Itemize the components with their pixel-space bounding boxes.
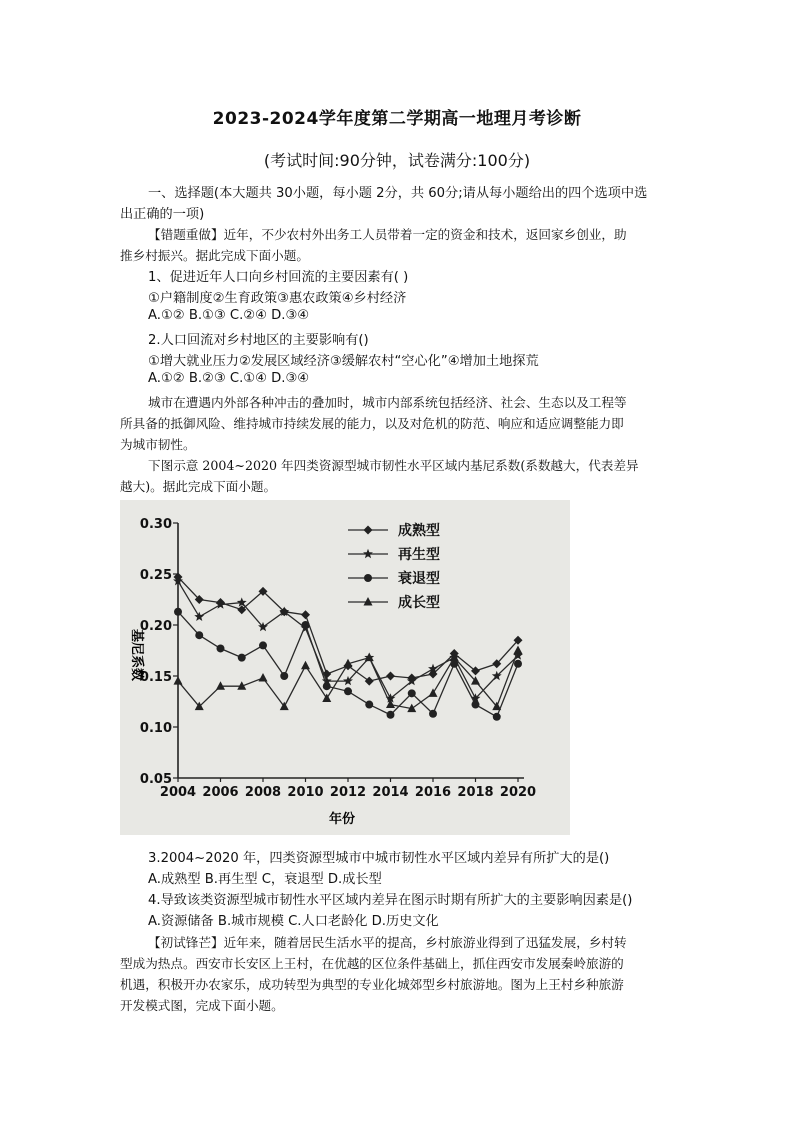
passage1-line2: 推乡村振兴。据此完成下面小题。	[120, 248, 309, 263]
x-tick-label: 2004	[159, 785, 197, 800]
series-point	[364, 597, 373, 606]
series-point	[365, 677, 374, 686]
q4-options: A.资源储备 B.城市规模 C.人口老龄化 D.历史文化	[148, 914, 439, 929]
series-point	[259, 641, 267, 649]
y-tick-label: 0.25	[139, 568, 172, 583]
y-tick-label: 0.20	[139, 619, 172, 634]
series-point	[174, 608, 182, 616]
series-point	[514, 646, 523, 655]
series-point	[364, 526, 373, 535]
passage4-line3: 机遇，积极开办农家乐，成功转型为典型的专业化城郊型乡村旅游地。图为上王村乡种旅游	[120, 977, 624, 992]
series-point	[195, 631, 203, 639]
series-point	[280, 672, 288, 680]
passage4-line2: 型成为热点。西安市长安区上王村，在优越的区位条件基础上，抓住西安市发展秦岭旅游的	[120, 956, 624, 971]
q1-stem: 1、促进近年人口向乡村回流的主要因素有( )	[148, 270, 409, 285]
x-tick-label: 2020	[499, 785, 537, 800]
series-point	[322, 693, 331, 702]
section-heading-line2: 出正确的一项)	[120, 207, 205, 222]
gini-chart-svg	[120, 500, 570, 835]
series-point	[174, 676, 183, 685]
exam-info: (考试时间:90分钟，试卷满分:100分)	[263, 151, 531, 170]
gini-chart	[120, 500, 570, 835]
passage4-line1: 【初试锋芒】近年来，随着居民生活水平的提高，乡村旅游业得到了迅猛发展，乡村转	[148, 935, 627, 950]
x-tick-label: 2018	[457, 785, 494, 800]
series-point	[323, 682, 331, 690]
series-point	[216, 599, 226, 608]
series-point	[429, 710, 437, 718]
chart-y-axis-label: 基尼系数	[129, 628, 144, 682]
series-star	[173, 576, 523, 703]
series-point	[429, 688, 438, 697]
y-tick-label: 0.15	[139, 670, 172, 685]
q2-stem: 2.人口回流对乡村地区的主要影响有()	[148, 333, 369, 348]
series-point	[386, 700, 395, 709]
series-point	[387, 711, 395, 719]
series-point	[238, 654, 246, 662]
legend-label: 成长型	[398, 595, 440, 611]
series-point	[365, 701, 373, 709]
q3-stem: 3.2004~2020 年，四类资源型城市中城市韧性水平区域内差异有所扩大的是()	[148, 851, 610, 866]
q2-items: ①增大就业压力②发展区域经济③缓解农村“空心化”④增加土地探荒	[148, 354, 539, 369]
series-point	[301, 661, 310, 670]
series-point	[386, 672, 395, 681]
legend-label: 成熟型	[398, 523, 440, 539]
q1-options: A.①② B.①③ C.②④ D.③④	[148, 308, 310, 323]
series-point	[514, 660, 522, 668]
series-point	[194, 612, 204, 621]
series-point	[472, 701, 480, 709]
series-point	[408, 689, 416, 697]
y-tick-label: 0.10	[139, 721, 172, 736]
x-tick-label: 2014	[372, 785, 409, 800]
x-tick-label: 2012	[329, 785, 367, 800]
chart-x-axis-label: 年份	[328, 812, 356, 827]
series-point	[301, 610, 310, 619]
page-title: 2023-2024学年度第二学期高一地理月考诊断	[212, 109, 582, 129]
passage2-line3: 为城市韧性。	[120, 437, 196, 452]
q1-items: ①户籍制度②生育政策③惠农政策④乡村经济	[148, 291, 407, 306]
series-point	[363, 549, 373, 558]
passage3-line2: 越大)。据此完成下面小题。	[120, 479, 277, 494]
y-tick-label: 0.30	[139, 517, 172, 532]
series-point	[364, 574, 372, 582]
x-tick-label: 2006	[202, 785, 239, 800]
q2-options: A.①② B.②③ C.①④ D.③④	[148, 371, 310, 386]
x-tick-label: 2016	[414, 785, 452, 800]
x-tick-label: 2008	[244, 785, 282, 800]
series-point	[259, 673, 268, 682]
legend-label: 衰退型	[398, 571, 440, 587]
series-point	[302, 621, 310, 629]
passage2-line1: 城市在遭遇内外部各种冲击的叠加时，城市内部系统包括经济、社会、生态以及工程等	[148, 395, 627, 410]
x-tick-label: 2010	[287, 785, 324, 800]
passage2-line2: 所具备的抵御风险、维持城市持续发展的能力，以及对危机的防范、响应和适应调整能力即	[120, 416, 624, 431]
q3-options: A.成熟型 B.再生型 C，衰退型 D.成长型	[148, 872, 382, 887]
passage4-line4: 开发模式图，完成下面小题。	[120, 998, 284, 1013]
series-point	[344, 687, 352, 695]
y-tick-label: 0.05	[139, 772, 172, 787]
series-point	[216, 681, 225, 690]
passage1-line1: 【错题重做】近年，不少农村外出务工人员带着一定的资金和技术，返回家乡创业，助	[148, 227, 627, 242]
passage3-line1: 下图示意 2004~2020 年四类资源型城市韧性水平区域内基尼系数(系数越大，代表差异	[148, 458, 639, 473]
series-point	[217, 644, 225, 652]
legend-label: 再生型	[398, 547, 440, 563]
series-point	[493, 713, 501, 721]
q4-stem: 4.导致该类资源型城市韧性水平区域内差异在图示时期有所扩大的主要影响因素是()	[148, 893, 633, 908]
section-heading-line1: 一、选择题(本大题共 30小题，每小题 2分，共 60分;请从每小题给出的四个选项中选	[148, 186, 648, 201]
series-diamond	[174, 573, 523, 686]
